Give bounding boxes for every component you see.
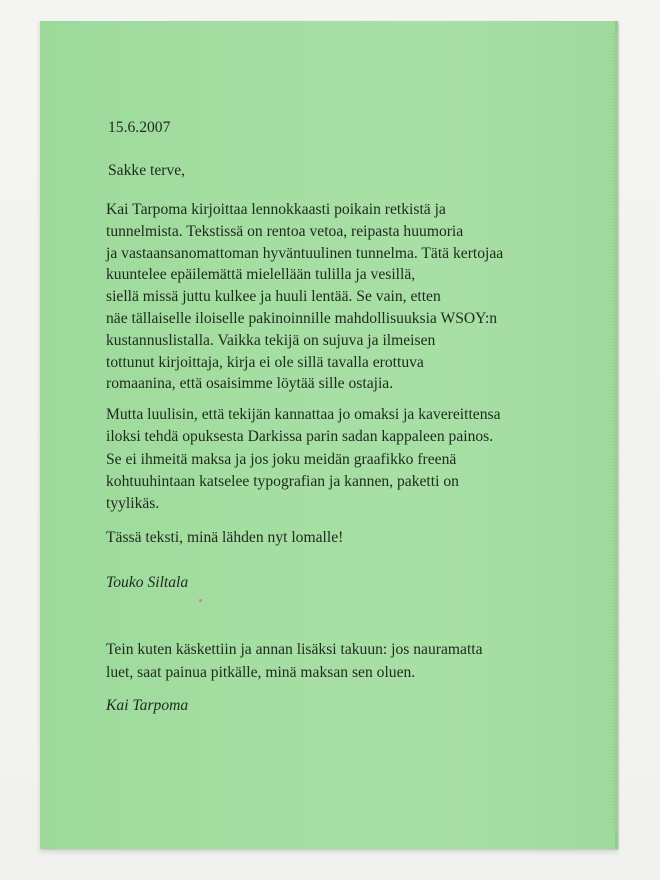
paragraph-line: kuuntelee epäilemättä mielellään tulilla ja vesillä, bbox=[106, 266, 416, 284]
paragraph-line: näe tällaiselle iloiselle pakinoinnille mahdollisuuksia WSOY:n bbox=[106, 309, 498, 327]
letter-paragraph-3: Tässä teksti, minä lähden nyt lomalle! bbox=[106, 529, 344, 546]
letter-paragraph-4 bbox=[106, 639, 483, 684]
paragraph-line: iloksi tehdä opuksesta Darkissa parin sadan kappaleen painos. bbox=[106, 428, 494, 446]
letter-greeting: Sakke terve, bbox=[108, 162, 186, 179]
book-back-cover bbox=[40, 21, 618, 849]
paragraph-line: Mutta luulisin, että tekijän kannattaa jo omaksi ja kavereittensa bbox=[106, 406, 501, 423]
small-mark bbox=[199, 599, 202, 602]
paragraph-line: kohtuuhintaan katselee typografian ja kannen, paketti on bbox=[106, 472, 459, 490]
paragraph-line: ja vastaansanomattoman hyväntuulinen tunnelma. Tätä kertojaa bbox=[106, 244, 504, 262]
paragraph-line: Kai Tarpoma kirjoittaa lennokkaasti poikain retkistä ja bbox=[106, 201, 446, 218]
page-edges bbox=[612, 31, 618, 831]
letter-date: 15.6.2007 bbox=[108, 119, 171, 136]
paragraph-line: tyylikäs. bbox=[106, 495, 160, 513]
paragraph-line: Tein kuten käskettiin ja annan lisäksi takuun: jos nauramatta bbox=[106, 641, 483, 658]
paragraph-line: Se ei ihmeitä maksa ja jos joku meidän graafikko freenä bbox=[106, 450, 457, 468]
letter-paragraph-1 bbox=[106, 199, 503, 395]
signature-touko: Touko Siltala bbox=[106, 574, 189, 591]
signature-kai: Kai Tarpoma bbox=[106, 697, 189, 714]
letter-paragraph-2 bbox=[106, 404, 501, 515]
paragraph-line: tunnelmista. Tekstissä on rentoa vetoa, reipasta huumoria bbox=[106, 222, 464, 240]
paragraph-line: siellä missä juttu kulkee ja huuli lentää. Se vain, etten bbox=[106, 288, 441, 306]
paragraph-line: kustannuslistalla. Vaikka tekijä on sujuva ja ilmeisen bbox=[106, 331, 436, 349]
paragraph-line: romaanina, että osaisimme löytää sille ostajia. bbox=[106, 375, 394, 393]
paragraph-line: tottunut kirjoittaja, kirja ei ole sillä tavalla erottuva bbox=[106, 353, 424, 371]
paragraph-line: luet, saat painua pitkälle, minä maksan sen oluen. bbox=[106, 663, 416, 681]
